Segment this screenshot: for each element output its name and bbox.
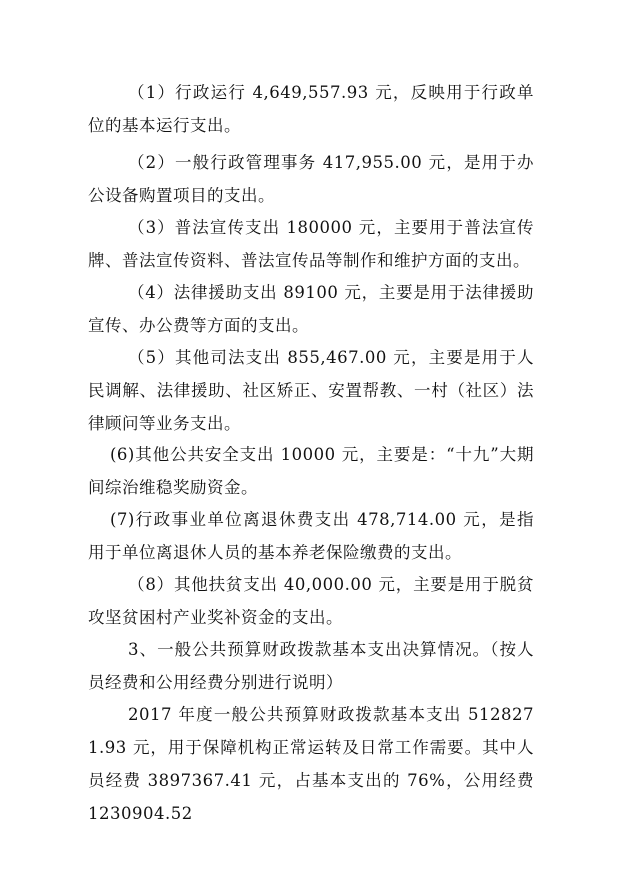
paragraph-basic-expenditure-summary: 2017 年度一般公共预算财政拨款基本支出 5128271.93 元，用于保障机构正常运转及日常工作需要。其中人员经费 3897367.41 元，占基本支出的 76%，公用经费 1230904.52 — [88, 705, 534, 823]
paragraph-poverty-alleviation: （8）其他扶贫支出 40,000.00 元，主要是用于脱贫攻坚贫困村产业奖补资金的支出。 — [88, 575, 534, 627]
paragraph-retirement: (7)行政事业单位离退休费支出 478,714.00 元，是指用于单位离退休人员的基本养老保险缴费的支出。 — [88, 510, 534, 562]
paragraph-other-judicial: （5）其他司法支出 855,467.00 元，主要是用于人民调解、法律援助、社区矫正、安置帮教、一村（社区）法律顾问等业务支出。 — [88, 348, 534, 433]
paragraph-administrative-operation: （1）行政运行 4,649,557.93 元，反映用于行政单位的基本运行支出。 — [88, 83, 534, 135]
paragraph-public-security: (6)其他公共安全支出 10000 元，主要是：“十九”大期间综治维稳奖励资金。 — [88, 445, 534, 497]
paragraph-legal-publicity: （3）普法宣传支出 180000 元，主要用于普法宣传牌、普法宣传资料、普法宣传品等制作和维护方面的支出。 — [88, 218, 534, 270]
paragraph-general-admin-affairs: （2）一般行政管理事务 417,955.00 元，是用于办公设备购置项目的支出。 — [88, 153, 534, 205]
section-heading-basic-expenditure: 3、一般公共预算财政拨款基本支出决算情况。（按人员经费和公用经费分别进行说明） — [88, 640, 534, 692]
paragraph-legal-aid: （4）法律援助支出 89100 元，主要是用于法律援助宣传、办公费等方面的支出。 — [88, 283, 534, 335]
